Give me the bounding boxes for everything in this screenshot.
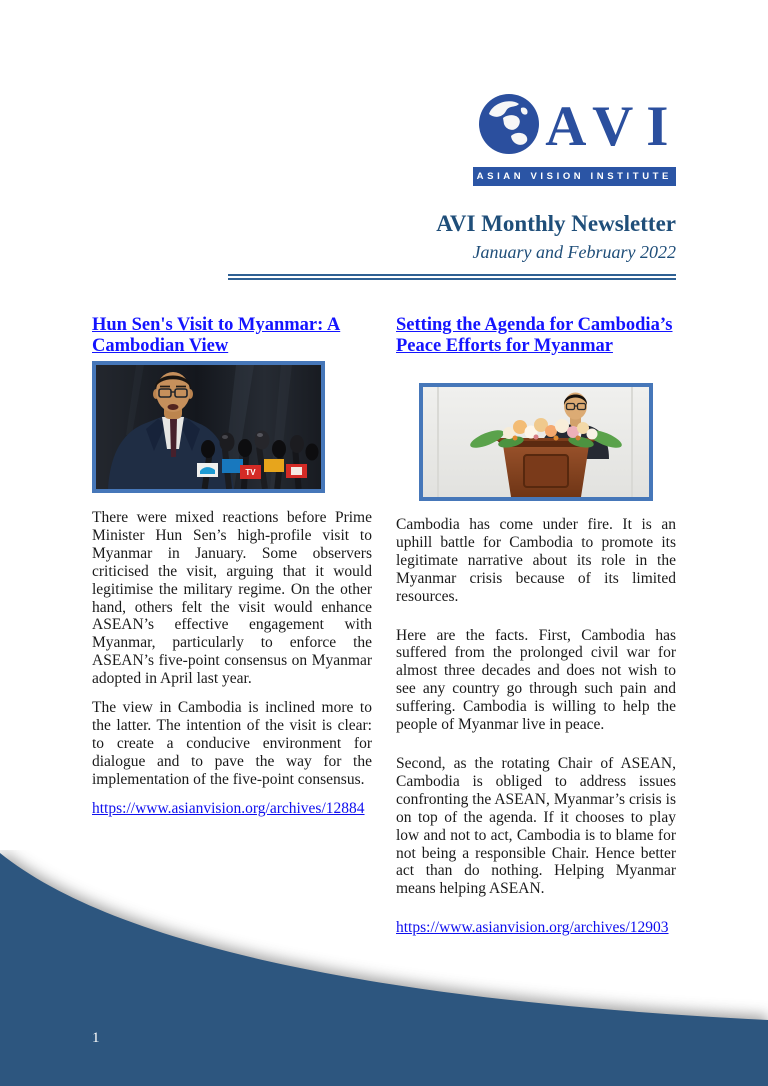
article-title-link-right[interactable]: Setting the Agenda for Cambodia’s Peace Efforts for Myanmar <box>396 315 673 356</box>
article-url-right[interactable]: https://www.asianvision.org/archives/12903 <box>396 919 669 937</box>
masthead <box>0 0 682 285</box>
paragraph: Here are the facts. First, Cambodia has suffered from the prolonged civil war for almost three decades and does not wish to see any country go through such pain and suffering. Cambodia is willing to help the people of Myanmar live in peace. <box>396 626 676 734</box>
paragraph: Cambodia has come under fire. It is an uphill battle for Cambodia to promote its legitimate narrative about its role in the Myanmar crisis because of its limited resources. <box>396 516 676 605</box>
globe-icon <box>477 92 541 161</box>
avi-logo <box>473 92 682 186</box>
issue-date: January and February 2022 <box>472 242 676 262</box>
paragraph: There were mixed reactions before Prime Minister Hun Sen’s high-profile visit to Myanmar in January. Some observers criticised the visit, arguing that it would legitimise the military regime. On the other hand, others felt the visit would enhance ASEAN’s effective engagement with Myanmar, particularly to enforce the ASEAN’s five-point consensus on Myanmar adopted in April last year. <box>92 509 372 688</box>
article-url-left[interactable]: https://www.asianvision.org/archives/12884 <box>92 799 365 817</box>
logo-acronym: AVI <box>545 94 682 158</box>
paragraph: Second, as the rotating Chair of ASEAN, Cambodia is obliged to address issues confronting the ASEAN, Myanmar’s crisis is on top of the agenda. If it chooses to play low and not to act, Cambodia is to blame for not being a responsible Chair. Hence better act than do nothing. Helping Myanmar means helping ASEAN. <box>396 754 676 898</box>
article-title-link-left[interactable]: Hun Sen's Visit to Myanmar: A Cambodian View <box>92 315 341 356</box>
header-divider <box>228 274 676 280</box>
logo-row <box>473 92 682 161</box>
svg-text:TV: TV <box>245 468 256 477</box>
article-image-press-conference <box>92 361 325 493</box>
footer-wave <box>0 850 768 1086</box>
logo-banner: ASIAN VISION INSTITUTE <box>473 167 676 186</box>
article-image-podium-speaker <box>419 383 653 501</box>
newsletter-title: AVI Monthly Newsletter <box>436 211 676 236</box>
page-number: 1 <box>92 1030 100 1046</box>
article-hun-sen-visit <box>92 315 372 818</box>
article-setting-agenda <box>396 315 676 937</box>
paragraph: The view in Cambodia is inclined more to the latter. The intention of the visit is clear: to create a conducive environment for dialogue and to pave the way for the implementation of the five-point consensus. <box>92 699 372 788</box>
